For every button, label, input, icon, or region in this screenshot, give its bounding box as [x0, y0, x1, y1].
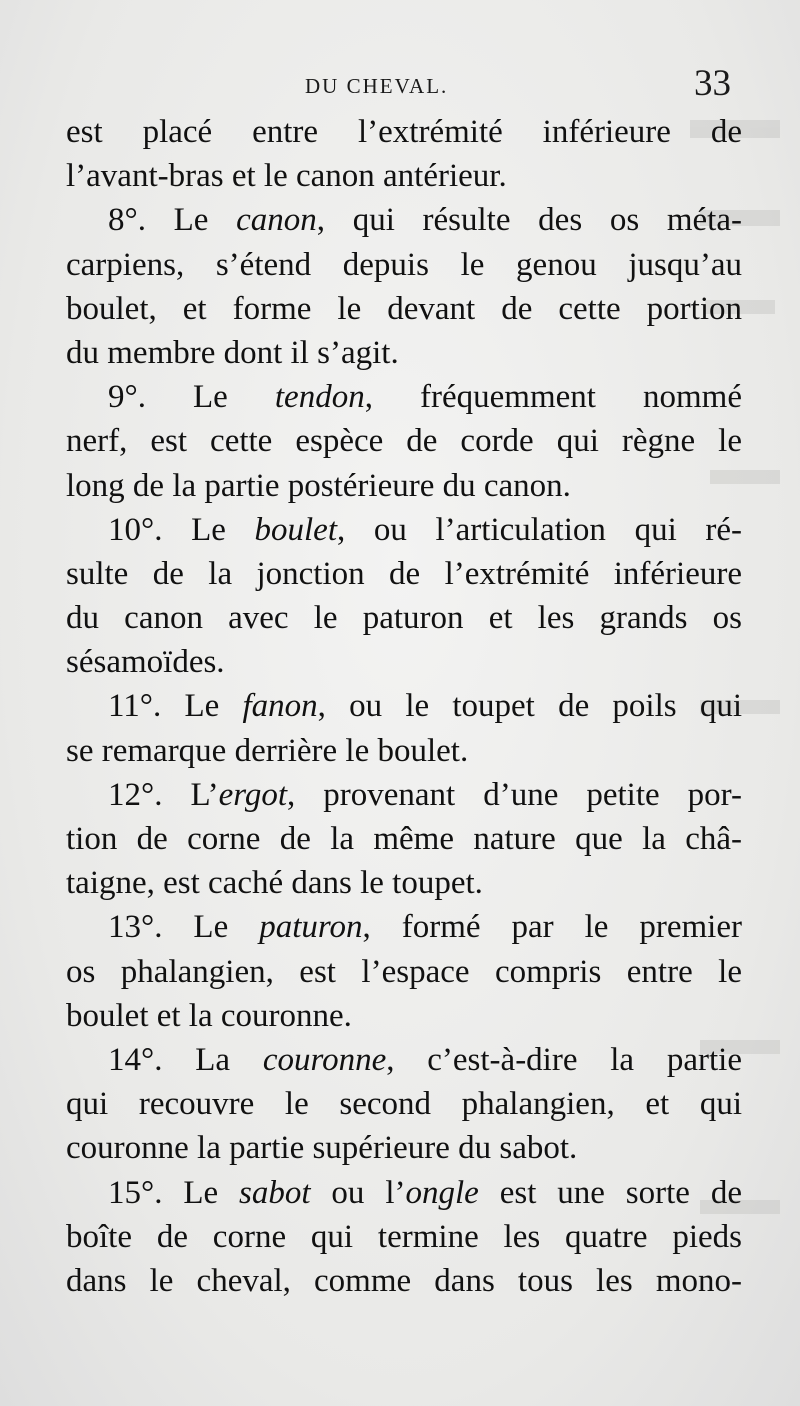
- text-line: [66, 596, 742, 640]
- text-line: [66, 994, 742, 1038]
- italic-term: ongle: [405, 1174, 479, 1211]
- text-run: , fréquemment nommé: [364, 379, 742, 416]
- text-run: couronne la partie supérieure du sabot.: [66, 1130, 578, 1167]
- text-run: long de la partie postérieure du canon.: [66, 467, 571, 504]
- italic-term: paturon: [259, 909, 363, 946]
- text-run: tion de corne de la même nature que la châ-: [66, 821, 742, 857]
- text-run: boîte de corne qui termine les quatre pieds: [66, 1218, 742, 1255]
- text-run: qui recouvre le second phalangien, et qui: [66, 1086, 742, 1123]
- text-line: [66, 1259, 742, 1303]
- text-run: l’avant-bras et le canon antérieur.: [66, 158, 507, 195]
- text-run: boulet, et forme le devant de cette portion: [66, 290, 742, 327]
- text-run: 12°. L’: [108, 776, 219, 813]
- text-run: du canon avec le paturon et les grands os: [66, 600, 742, 637]
- text-run: 11°. Le: [108, 688, 243, 725]
- text-line: [66, 331, 742, 375]
- text-run: , c’est-à-dire la partie: [386, 1041, 742, 1078]
- text-line: [66, 684, 742, 728]
- text-line: [66, 950, 742, 994]
- text-run: 8°. Le: [108, 202, 237, 239]
- text-run: 9°. Le: [108, 379, 275, 416]
- text-line: [66, 817, 742, 861]
- italic-term: canon: [236, 202, 317, 239]
- text-run: , formé par le premier: [362, 909, 742, 946]
- text-run: taigne, est caché dans le toupet.: [66, 865, 483, 902]
- text-run: du membre dont il s’agit.: [66, 334, 399, 371]
- italic-term: couronne: [262, 1041, 387, 1078]
- text-run: , provenant d’une petite por-: [287, 776, 742, 813]
- text-run: , qui résulte des os méta-: [316, 202, 742, 239]
- text-run: , ou l’articulation qui ré-: [337, 511, 742, 548]
- text-run: ou l’: [310, 1174, 406, 1211]
- text-run: sésamoïdes.: [66, 644, 225, 681]
- text-line: [66, 773, 742, 817]
- text-line: [66, 1038, 742, 1082]
- text-line: [66, 1215, 742, 1259]
- italic-term: tendon: [274, 379, 365, 416]
- text-line: [66, 110, 742, 154]
- text-run: 13°. Le: [108, 909, 260, 946]
- running-head: DU CHEVAL.: [305, 74, 449, 98]
- text-line: [66, 1082, 742, 1126]
- text-run: se remarque derrière le boulet.: [66, 732, 469, 769]
- text-run: est une sorte de: [478, 1174, 742, 1211]
- text-run: 14°. La: [108, 1041, 263, 1078]
- text-line: [66, 1171, 742, 1215]
- text-line: [66, 729, 742, 773]
- text-line: [66, 905, 742, 949]
- text-line: [66, 287, 742, 331]
- text-line: [66, 243, 742, 287]
- text-run: nerf, est cette espèce de corde qui règne le: [66, 423, 742, 460]
- body-text: [66, 110, 742, 1303]
- italic-term: ergot: [218, 776, 288, 813]
- text-run: est placé entre l’extrémité inférieure de: [66, 114, 742, 150]
- text-line: [66, 375, 742, 419]
- text-line: [66, 508, 742, 552]
- text-run: dans le cheval, comme dans tous les mono-: [66, 1262, 742, 1299]
- text-line: [66, 640, 742, 684]
- text-line: [66, 154, 742, 198]
- text-line: [66, 419, 742, 463]
- text-run: , ou le toupet de poils qui: [317, 688, 742, 725]
- text-run: os phalangien, est l’espace compris entre le: [66, 953, 742, 990]
- text-run: 15°. Le: [108, 1174, 240, 1211]
- text-run: boulet et la couronne.: [66, 997, 352, 1034]
- text-line: [66, 464, 742, 508]
- text-line: [66, 861, 742, 905]
- italic-term: sabot: [239, 1174, 311, 1211]
- page-number: 33: [694, 63, 731, 104]
- text-run: sulte de la jonction de l’extrémité inférieure: [66, 555, 742, 592]
- text-run: 10°. Le: [108, 511, 255, 548]
- text-line: [66, 1126, 742, 1170]
- text-run: carpiens, s’étend depuis le genou jusqu’au: [66, 246, 742, 283]
- italic-term: fanon: [242, 688, 318, 725]
- text-line: [66, 552, 742, 596]
- text-line: [66, 198, 742, 242]
- italic-term: boulet: [254, 511, 337, 548]
